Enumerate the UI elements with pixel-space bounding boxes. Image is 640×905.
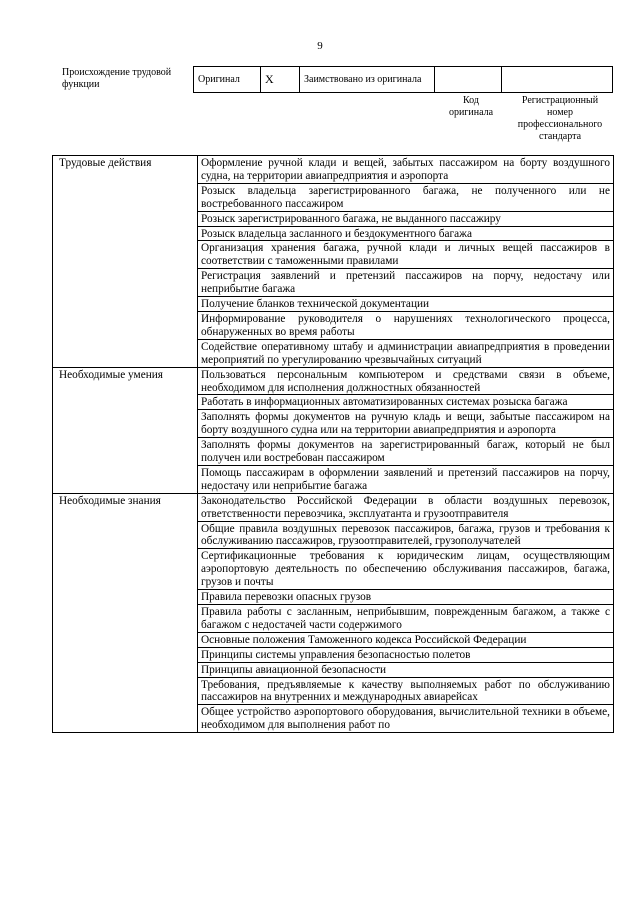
section-item: Работать в информационных автоматизированных системах розыска багажа xyxy=(198,395,614,410)
original-code-caption: Код оригинала xyxy=(448,95,494,118)
original-cell: Оригинал xyxy=(194,67,261,93)
page-number: 9 xyxy=(317,40,323,52)
labor-function-table xyxy=(52,155,614,733)
section-item: Правила работы с засланным, неприбывшим, поврежденным багажом, а также с багажом с недостачей части содержимого xyxy=(198,605,614,633)
registration-number-cell xyxy=(502,67,613,93)
section-item: Принципы системы управления безопасностью полетов xyxy=(198,647,614,662)
section-item: Заполнять формы документов на ручную кладь и вещи, забытые пассажиром на борту воздушного судна или на территории авиапредприятия и аэропорта xyxy=(198,410,614,438)
original-mark: X xyxy=(261,67,300,93)
section-item: Пользоваться персональным компьютером и средствами связи в объеме, необходимом для исполнения должностных обязанностей xyxy=(198,367,614,395)
section-title: Необходимые знания xyxy=(53,493,198,732)
table-row xyxy=(53,156,614,184)
section-item: Оформление ручной клади и вещей, забытых пассажиром на борту воздушного судна, на территории авиапредприятия и аэропорта xyxy=(198,156,614,184)
section-item: Заполнять формы документов на зарегистрированный багаж, который не был получен или востребован пассажиром xyxy=(198,438,614,466)
section-item: Регистрация заявлений и претензий пассажиров на порчу, недостачу или неприбытие багажа xyxy=(198,269,614,297)
section-item: Получение бланков технической документации xyxy=(198,297,614,312)
section-item: Организация хранения багажа, ручной клади и личных вещей пассажиров в соответствии с таможенными правилами xyxy=(198,241,614,269)
origin-label: Происхождение трудовой функции xyxy=(62,67,172,90)
section-item: Информирование руководителя о нарушениях технологического процесса, обнаруженных во время работы xyxy=(198,311,614,339)
section-item: Правила перевозки опасных грузов xyxy=(198,590,614,605)
section-title: Необходимые умения xyxy=(53,367,198,493)
table-row xyxy=(53,493,614,521)
section-item: Принципы авиационной безопасности xyxy=(198,662,614,677)
section-item: Розыск зарегистрированного багажа, не выданного пассажиру xyxy=(198,211,614,226)
section-item: Общее устройство аэропортового оборудования, вычислительной техники в объеме, необходимом для выполнения работ по xyxy=(198,705,614,733)
section-item: Основные положения Таможенного кодекса Российской Федерации xyxy=(198,632,614,647)
origin-table xyxy=(193,66,613,93)
borrowed-cell: Заимствовано из оригинала xyxy=(300,67,435,93)
section-title: Трудовые действия xyxy=(53,156,198,368)
section-item: Законодательство Российской Федерации в области воздушных перевозок, ответственности перевозчика, эксплуатанта и грузоотправителя xyxy=(198,493,614,521)
table-row xyxy=(53,367,614,395)
section-item: Сертификационные требования к юридическим лицам, осуществляющим аэропортовую деятельность по обеспечению обслуживания пассажиров, багажа, грузов и почты xyxy=(198,549,614,590)
section-item: Розыск владельца зарегистрированного багажа, не полученного или не востребованного пассажиром xyxy=(198,183,614,211)
registration-number-caption: Регистрационный номер профессионального стандарта xyxy=(517,95,603,142)
section-item: Требования, предъявляемые к качеству выполняемых работ по обслуживанию пассажиров на внутренних и международных авиарейсах xyxy=(198,677,614,705)
original-code-cell xyxy=(435,67,502,93)
section-item: Общие правила воздушных перевозок пассажиров, багажа, грузов и требования к обслуживанию пассажиров, грузоотправителей, грузополучателей xyxy=(198,521,614,549)
section-item: Содействие оперативному штабу и администрации авиапредприятия в проведении мероприятий по урегулированию чрезвычайных ситуаций xyxy=(198,339,614,367)
section-item: Помощь пассажирам в оформлении заявлений и претензий пассажиров на порчу, недостачу или неприбытие багажа xyxy=(198,465,614,493)
section-item: Розыск владельца засланного и бездокументного багажа xyxy=(198,226,614,241)
